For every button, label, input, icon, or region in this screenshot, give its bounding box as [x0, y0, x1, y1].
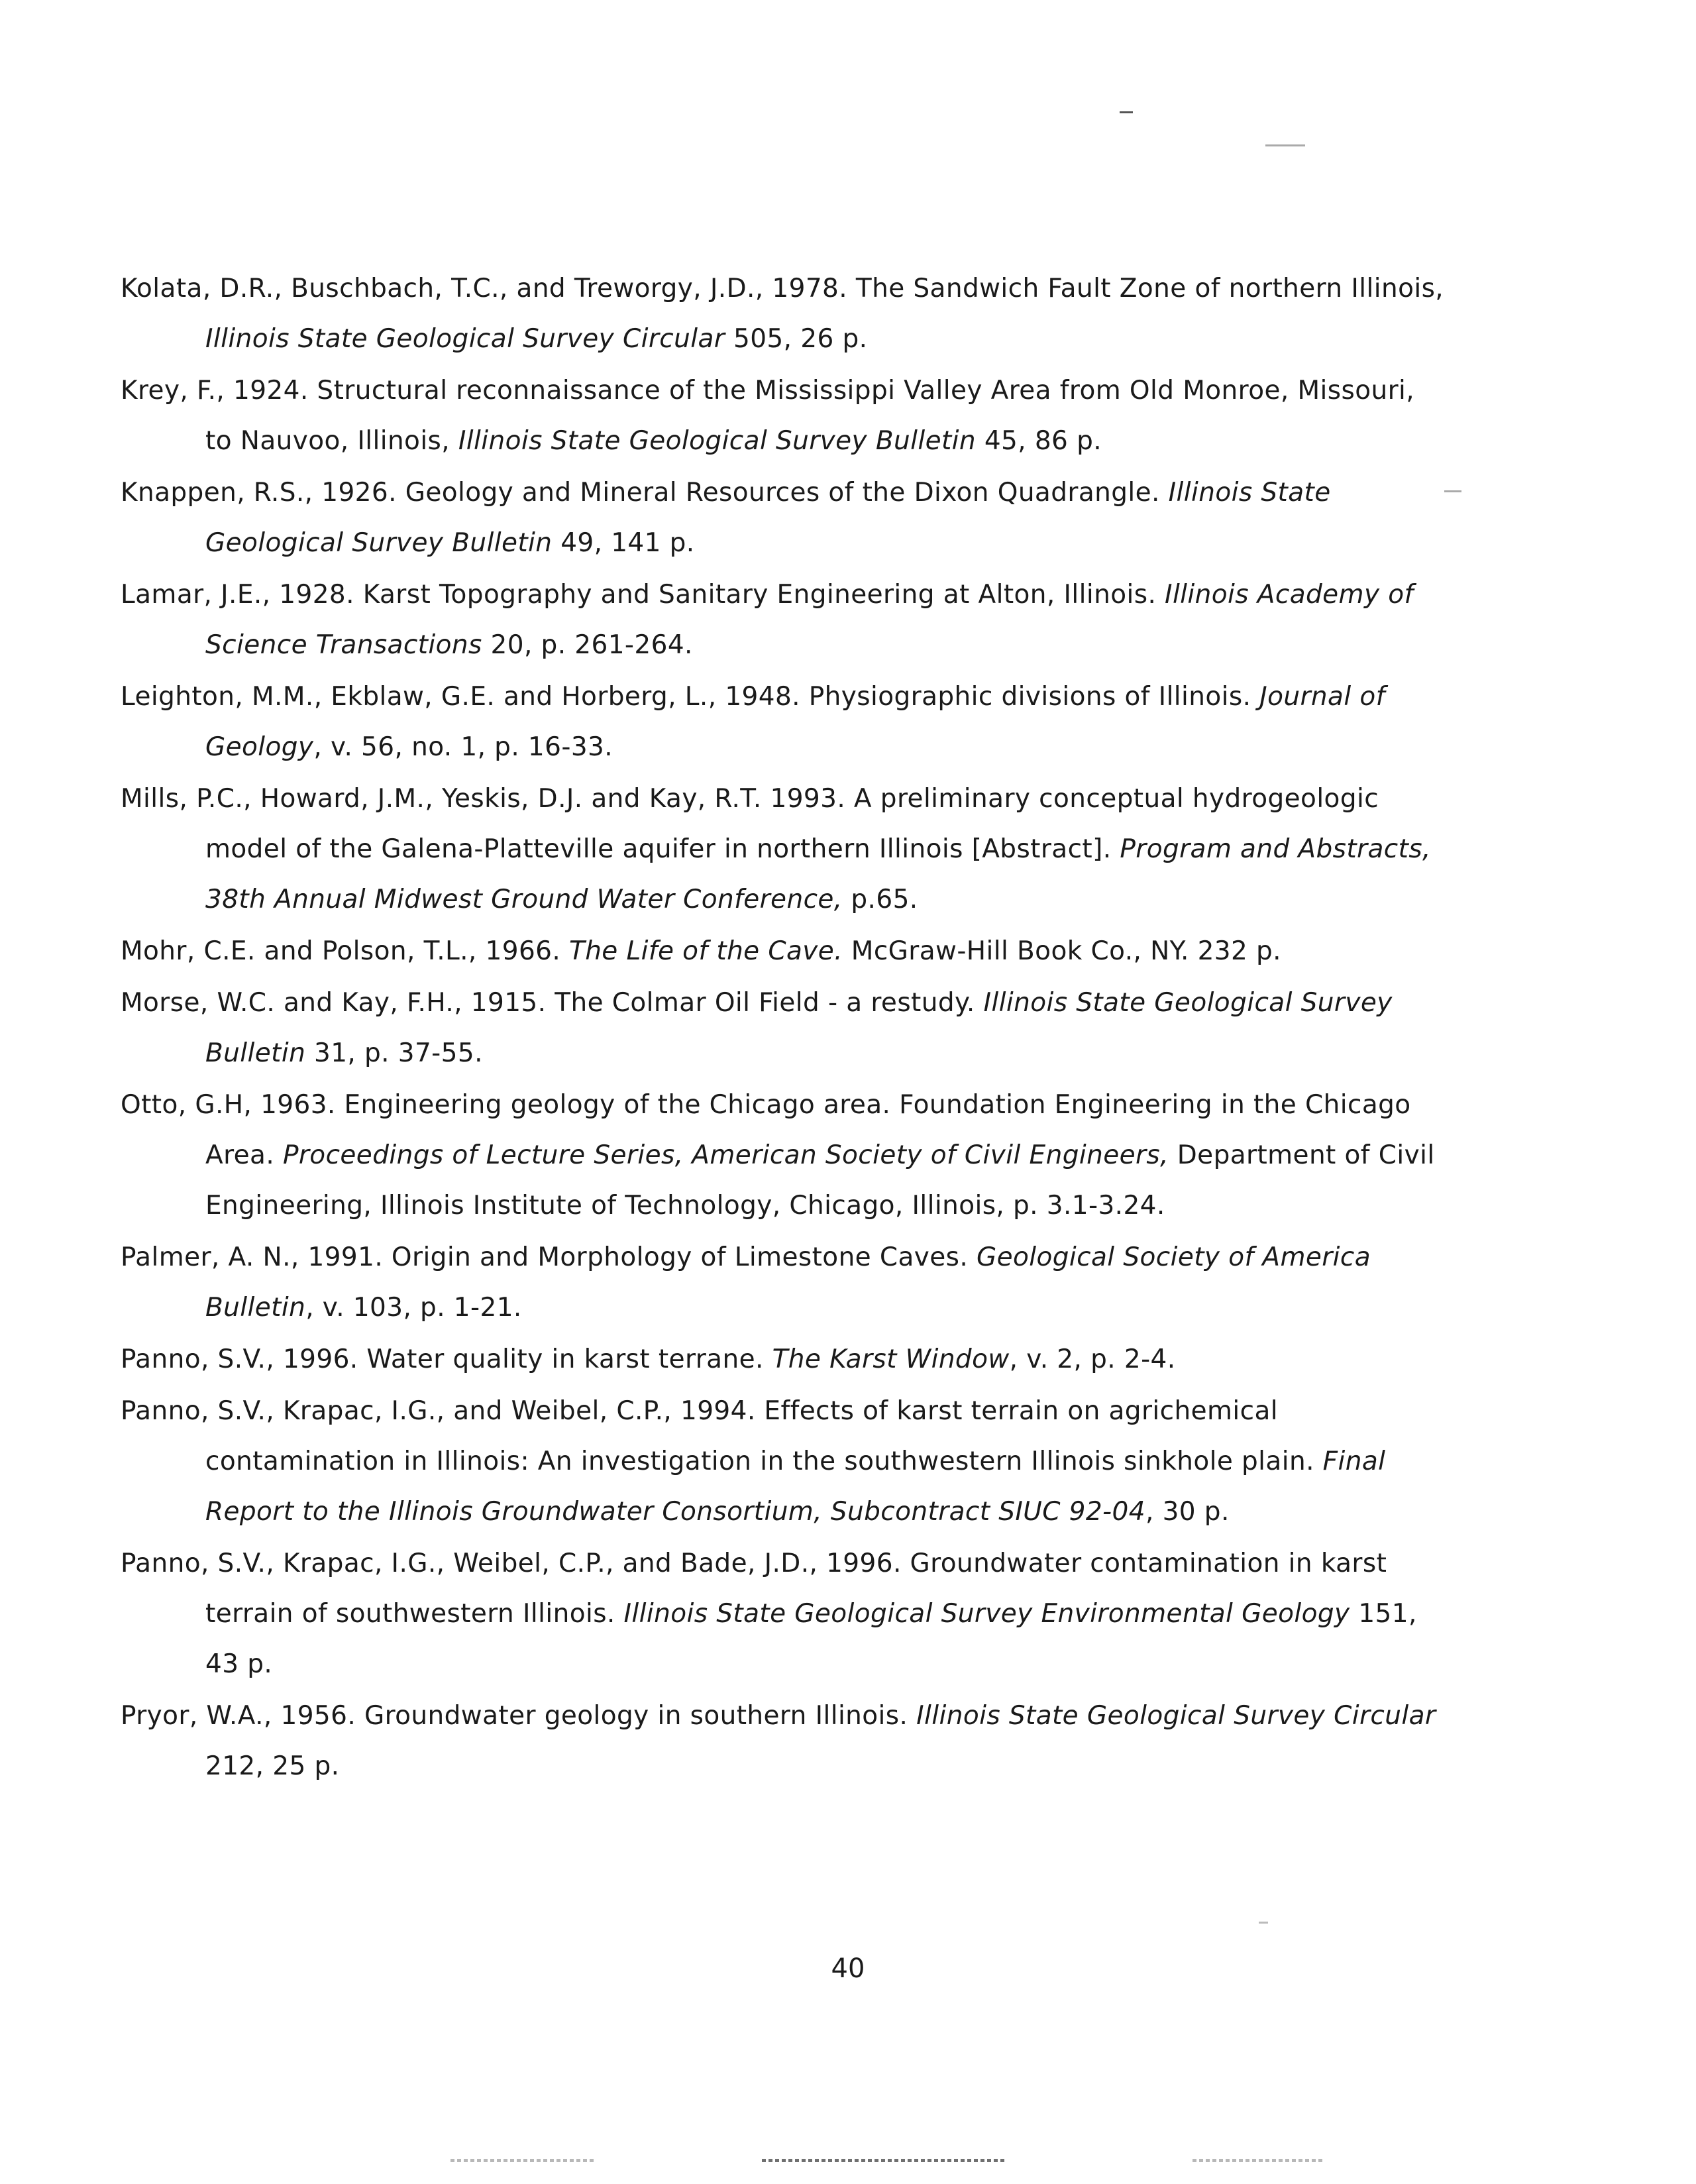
- reference-text: , 30 p.: [1145, 1497, 1230, 1527]
- reference-text: Panno, S.V., Krapac, I.G., Weibel, C.P., and Bade, J.D., 1996. Groundwater contamination in karst terrain of southwestern Illinois.: [121, 1549, 1387, 1629]
- reference-entry: [121, 1691, 1446, 1792]
- reference-source-title: Journal of Geology: [205, 682, 1385, 762]
- reference-source-title: Illinois State Geological Survey Environmental Geology: [623, 1599, 1350, 1629]
- scan-artifact: [762, 2159, 1007, 2162]
- reference-text: 45, 86 p.: [976, 426, 1102, 456]
- scan-artifact: [1192, 2159, 1325, 2162]
- reference-source-title: Illinois State Geological Survey Bulletin: [205, 988, 1393, 1068]
- reference-text: Krey, F., 1924. Structural reconnaissance of the Mississippi Valley Area from Old Monroe, Missouri, to Nauvoo, Illinois,: [121, 376, 1415, 456]
- reference-entry: [121, 926, 1446, 977]
- reference-entry: [121, 1335, 1446, 1385]
- reference-text: Palmer, A. N., 1991. Origin and Morphology of Limestone Caves.: [121, 1242, 977, 1272]
- reference-text: 20, p. 261-264.: [482, 630, 693, 660]
- reference-text: 505, 26 p.: [725, 324, 868, 354]
- reference-source-title: The Life of the Cave.: [568, 936, 843, 966]
- reference-text: , v. 56, no. 1, p. 16-33.: [313, 732, 613, 762]
- reference-text: 49, 141 p.: [552, 528, 695, 558]
- reference-text: Knappen, R.S., 1926. Geology and Mineral Resources of the Dixon Quadrangle.: [121, 478, 1169, 508]
- reference-entry: [121, 1080, 1446, 1231]
- reference-text: Otto, G.H, 1963. Engineering geology of the Chicago area. Foundation Engineering in the Chicago Area.: [121, 1090, 1411, 1170]
- reference-text: 31, p. 37-55.: [305, 1038, 483, 1068]
- reference-entry: [121, 1539, 1446, 1690]
- reference-source-title: Illinois State Geological Survey Circular: [205, 324, 725, 354]
- reference-source-title: Geological Society of America Bulletin: [205, 1242, 1371, 1323]
- reference-text: Mohr, C.E. and Polson, T.L., 1966.: [121, 936, 569, 966]
- reference-text: Morse, W.C. and Kay, F.H., 1915. The Colmar Oil Field - a restudy.: [121, 988, 984, 1018]
- reference-entry: [121, 672, 1446, 773]
- reference-source-title: The Karst Window: [772, 1344, 1010, 1374]
- reference-text: Panno, S.V., Krapac, I.G., and Weibel, C.P., 1994. Effects of karst terrain on agrichemical contamination in Illinois: An investigation in the southwestern Illinois sinkhole plain.: [121, 1396, 1323, 1476]
- reference-source-title: Illinois Academy of Science Transactions: [205, 580, 1414, 660]
- reference-text: Mills, P.C., Howard, J.M., Yeskis, D.J. and Kay, R.T. 1993. A preliminary conceptual hydrogeologic model of the Galena-Platteville aquifer in northern Illinois [Abstract].: [121, 784, 1379, 864]
- reference-entry: [121, 264, 1446, 364]
- reference-entry: [121, 1386, 1446, 1537]
- reference-text: McGraw-Hill Book Co., NY. 232 p.: [842, 936, 1281, 966]
- reference-entry: [121, 774, 1446, 925]
- reference-text: Panno, S.V., 1996. Water quality in karst terrane.: [121, 1344, 772, 1374]
- reference-text: 151, 43 p.: [205, 1599, 1417, 1679]
- scan-artifact: [450, 2159, 596, 2162]
- reference-text: p.65.: [842, 885, 918, 914]
- reference-entry: [121, 570, 1446, 671]
- reference-source-title: Illinois State Geological Survey Bulletin: [458, 426, 977, 456]
- reference-entry: [121, 366, 1446, 466]
- reference-text: , v. 2, p. 2-4.: [1009, 1344, 1176, 1374]
- scan-speck: [1265, 144, 1305, 146]
- reference-source-title: Proceedings of Lecture Series, American Society of Civil Engineers,: [282, 1140, 1169, 1170]
- reference-entry: [121, 1232, 1446, 1333]
- reference-source-title: Final Report to the Illinois Groundwater Consortium, Subcontract SIUC 92-04: [205, 1447, 1386, 1527]
- scan-speck: [1120, 111, 1133, 113]
- scan-speck: [1444, 490, 1461, 492]
- reference-source-title: Illinois State Geological Survey Circular: [916, 1701, 1436, 1731]
- reference-text: , v. 103, p. 1-21.: [305, 1293, 522, 1323]
- reference-entry: [121, 978, 1446, 1079]
- reference-text: Lamar, J.E., 1928. Karst Topography and Sanitary Engineering at Alton, Illinois.: [121, 580, 1165, 610]
- reference-text: Department of Civil Engineering, Illinois Institute of Technology, Chicago, Illinois, p. 3.1-3.24.: [205, 1140, 1435, 1221]
- page-number: 40: [831, 1953, 865, 1984]
- scan-speck: [1259, 1922, 1268, 1924]
- reference-source-title: Illinois State Geological Survey Bulletin: [205, 478, 1331, 558]
- reference-text: Pryor, W.A., 1956. Groundwater geology in southern Illinois.: [121, 1701, 917, 1731]
- reference-source-title: Program and Abstracts, 38th Annual Midwest Ground Water Conference,: [205, 834, 1431, 914]
- reference-text: Kolata, D.R., Buschbach, T.C., and Treworgy, J.D., 1978. The Sandwich Fault Zone of northern Illinois,: [121, 274, 1444, 303]
- reference-text: 212, 25 p.: [205, 1751, 340, 1781]
- reference-list: [121, 264, 1446, 1793]
- reference-text: Leighton, M.M., Ekblaw, G.E. and Horberg, L., 1948. Physiographic divisions of Illinois.: [121, 682, 1260, 712]
- reference-entry: [121, 468, 1446, 569]
